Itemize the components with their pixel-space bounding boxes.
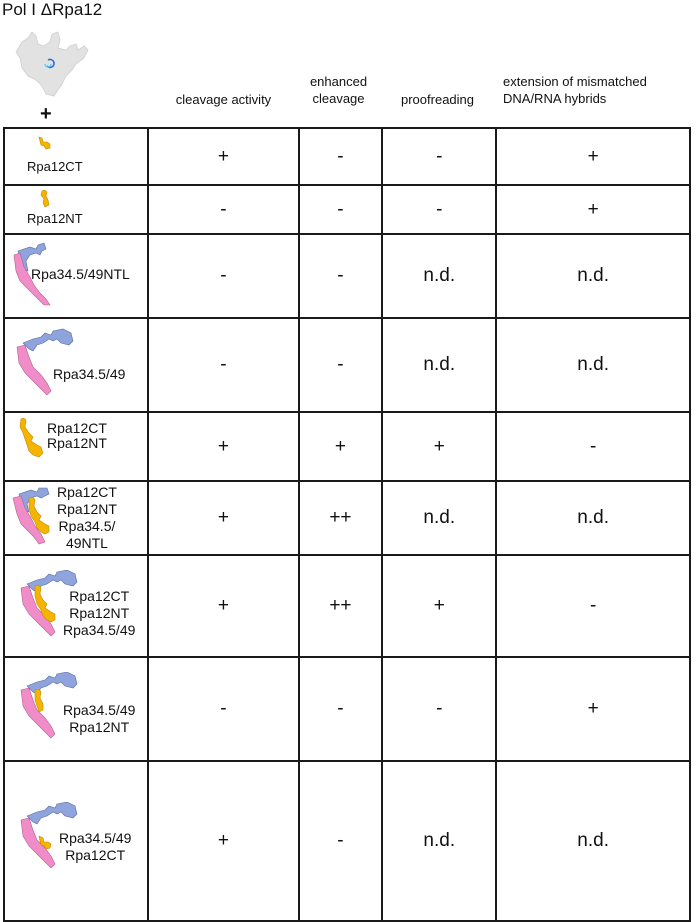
value-enhanced-cleavage: ++ (299, 481, 383, 555)
table-row (4, 234, 690, 318)
value-proofreading: n.d. (382, 234, 496, 318)
value-proofreading: - (382, 128, 496, 185)
rpa12ct-icon (37, 135, 53, 151)
value-cleavage-activity: + (148, 412, 298, 481)
condition-cell (4, 481, 148, 555)
value-cleavage-activity: - (148, 234, 298, 318)
value-proofreading: + (382, 555, 496, 657)
value-cleavage-activity: + (148, 128, 298, 185)
value-proofreading: n.d. (382, 318, 496, 412)
condition-label: Rpa12CT Rpa12NT (47, 420, 107, 451)
value-proofreading: - (382, 657, 496, 761)
condition-cell (4, 657, 148, 761)
table-row (4, 657, 690, 761)
column-header-extension-of-mismatched-hybrids: extension of mismatched DNA/RNA hybrids (503, 74, 647, 106)
condition-cell (4, 128, 148, 185)
condition-cell (4, 761, 148, 921)
table-row (4, 128, 690, 185)
results-table (3, 127, 691, 922)
condition-label: Rpa12CT (27, 159, 83, 174)
value-proofreading: + (382, 412, 496, 481)
rpa12nt-icon (39, 189, 51, 209)
condition-cell (4, 318, 148, 412)
rpa34-5-49-icon (13, 327, 89, 399)
condition-label: Rpa34.5/49 Rpa12NT (63, 702, 136, 735)
value-extension-mismatched: - (496, 412, 690, 481)
table-row (4, 412, 690, 481)
condition-label: Rpa34.5/49NTL (31, 266, 130, 282)
value-enhanced-cleavage: + (299, 412, 383, 481)
value-cleavage-activity: - (148, 318, 298, 412)
table-row (4, 185, 690, 234)
value-extension-mismatched: n.d. (496, 761, 690, 921)
value-extension-mismatched: n.d. (496, 234, 690, 318)
column-header-cleavage-activity: cleavage activity (175, 92, 272, 107)
column-header-enhanced-cleavage: enhanced cleavage (309, 74, 368, 106)
value-proofreading: n.d. (382, 761, 496, 921)
value-cleavage-activity: - (148, 185, 298, 234)
value-cleavage-activity: + (148, 481, 298, 555)
rpa12ct-rpa12nt-rpa34-5-49ntl-icon (9, 486, 61, 550)
value-extension-mismatched: + (496, 185, 690, 234)
value-extension-mismatched: + (496, 657, 690, 761)
pol-i-delta-rpa12-structure-icon (14, 28, 94, 100)
value-enhanced-cleavage: - (299, 657, 383, 761)
value-enhanced-cleavage: - (299, 234, 383, 318)
value-cleavage-activity: - (148, 657, 298, 761)
condition-label: Rpa12CT Rpa12NT Rpa34.5/49 (63, 588, 136, 638)
condition-cell (4, 555, 148, 657)
table-row (4, 481, 690, 555)
table-row (4, 318, 690, 412)
value-enhanced-cleavage: - (299, 761, 383, 921)
rpa12ct-rpa12nt-icon (17, 417, 47, 461)
value-cleavage-activity: + (148, 761, 298, 921)
condition-cell (4, 185, 148, 234)
condition-cell (4, 412, 148, 481)
value-enhanced-cleavage: - (299, 318, 383, 412)
condition-label: Rpa34.5/49 Rpa12CT (59, 830, 132, 863)
condition-label: Rpa12CT Rpa12NT Rpa34.5/ 49NTL (57, 484, 117, 551)
condition-label: Rpa12NT (27, 211, 83, 226)
plus-sign: + (40, 103, 52, 125)
figure-title: Pol I ΔRpa12 (2, 0, 103, 19)
table-row (4, 555, 690, 657)
value-extension-mismatched: n.d. (496, 318, 690, 412)
value-cleavage-activity: + (148, 555, 298, 657)
value-proofreading: - (382, 185, 496, 234)
value-extension-mismatched: - (496, 555, 690, 657)
value-enhanced-cleavage: - (299, 185, 383, 234)
column-header-proofreading: proofreading (401, 92, 474, 107)
value-extension-mismatched: n.d. (496, 481, 690, 555)
value-proofreading: n.d. (382, 481, 496, 555)
condition-label: Rpa34.5/49 (53, 366, 126, 382)
value-extension-mismatched: + (496, 128, 690, 185)
value-enhanced-cleavage: ++ (299, 555, 383, 657)
value-enhanced-cleavage: - (299, 128, 383, 185)
condition-cell (4, 234, 148, 318)
table-row (4, 761, 690, 921)
